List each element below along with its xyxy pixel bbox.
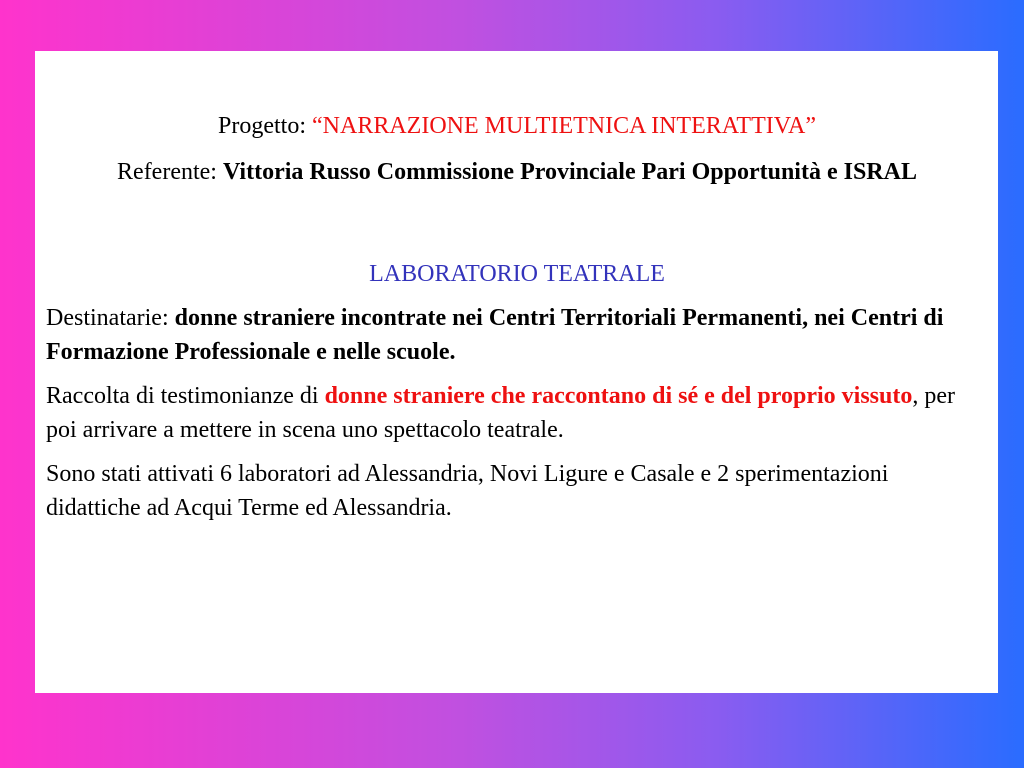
project-title: NARRAZIONE MULTIETNICA INTERATTIVA [322, 113, 806, 139]
collection-paragraph [46, 379, 988, 447]
project-label: Progetto: [218, 113, 313, 139]
recipients-paragraph [46, 301, 988, 369]
collection-highlight: donne straniere che raccontano di sé e del proprio vissuto [324, 383, 913, 409]
section-title: LABORATORIO TEATRALE [369, 261, 665, 287]
recipients-label: Destinatarie: [46, 305, 175, 331]
project-open-quote: “ [312, 113, 323, 139]
slide-panel [35, 51, 998, 693]
project-line [46, 109, 988, 143]
recipients-value: donne straniere incontrate nei Centri Territoriali Permanenti, nei Centri di Formazione Professionale e nelle scuole. [46, 305, 944, 365]
referent-label: Referente: [117, 159, 223, 185]
referent-value: Vittoria Russo Commissione Provinciale Pari Opportunità e ISRAL [222, 159, 917, 185]
collection-prefix: Raccolta di testimonianze di [46, 383, 325, 409]
referent-line [46, 155, 988, 189]
project-close-quote: ” [805, 113, 816, 139]
labs-paragraph: Sono stati attivati 6 laboratori ad Alessandria, Novi Ligure e Casale e 2 sperimentazioni didattiche ad Acqui Terme ed Alessandria. [46, 461, 889, 521]
collection-suffix: , per poi arrivare a mettere in scena uno spettacolo teatrale. [46, 383, 955, 443]
